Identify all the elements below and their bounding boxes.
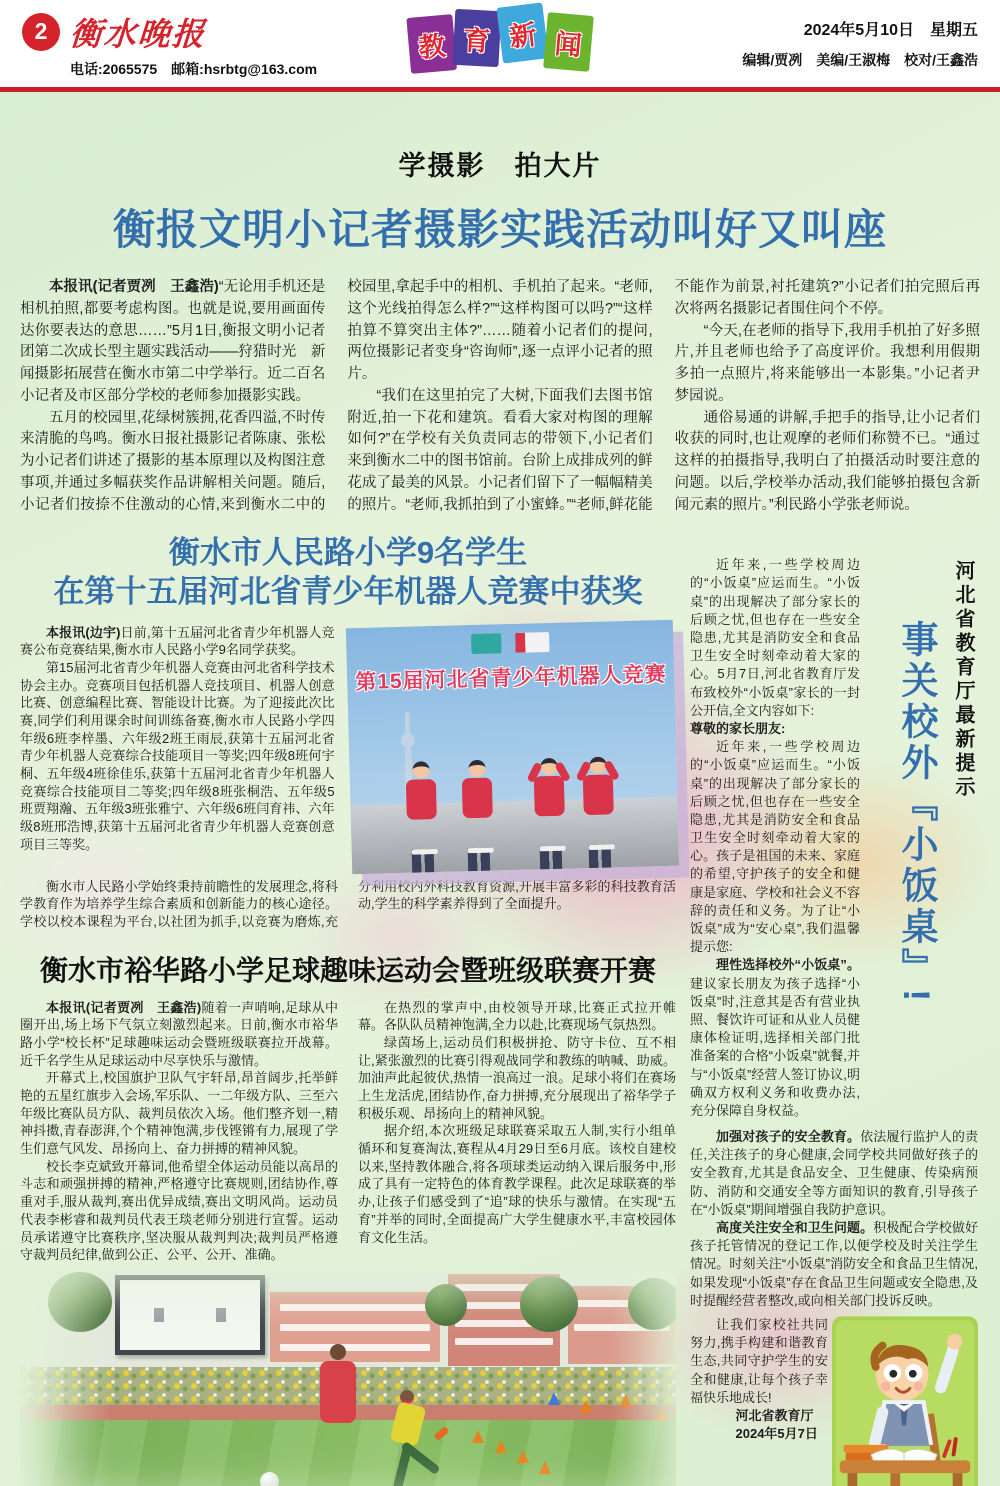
logo-tile-jiao: 教: [406, 14, 457, 74]
sidebar-salutation: 尊敬的家长朋友:: [690, 720, 786, 736]
article2-paragraph: 衡水市人民路小学始终秉持前瞻性的发展理念,将科学教育作为培养学生综合素质和创新能力的核心途径。学校以校本课程为平台,以社团为抓手,以竞赛为磨炼,充分利用校内外科技教育资源,开展丰富多彩的科技教育活动,学生的科学素养得到了全面提升。: [20, 878, 676, 930]
article3-body: [20, 999, 676, 1264]
soccer-ball: [260, 1472, 279, 1486]
sidebar-closing: [690, 1316, 828, 1486]
tip-lead: 高度关注安全和卫生问题。: [716, 1220, 874, 1235]
article2-headline: [20, 534, 676, 612]
page-number-badge: 2: [22, 13, 60, 51]
byline-lead: 本报讯(记者贾冽 王鑫浩): [46, 999, 202, 1015]
article2-headline-line2: 在第十五届河北省青少年机器人竞赛中获奖: [53, 574, 643, 609]
article2-body: [20, 624, 335, 854]
sidebar-title-kicker: 河北省教育厅最新提示: [952, 560, 974, 801]
coach-figure: [316, 1344, 360, 1486]
sidebar-paragraph: [690, 1128, 978, 1219]
sidebar-text-column: [690, 556, 860, 1120]
sidebar-paragraph: 近年来,一些学校周边的“小饭桌”应运而生。“小饭桌”的出现解决了部分家长的后顾之忧,但也存在一些安全隐患,尤其是消防安全和食品卫生安全时刻牵动着大家的心。孩子是祖国的未来、家庭的希望,守护孩子的安全和健康是家庭、学校和社会义不容辞的责任和义务。为了让“小饭桌”成为“安心桌”,我们温馨提示您:: [690, 739, 860, 955]
boy-illustration: [832, 1316, 978, 1486]
logo-tile-xin: 新: [496, 2, 548, 63]
sidebar-paragraph: 近年来,一些学校周边的“小饭桌”应运而生。“小饭桌”的出现解决了部分家长的后顾之忧,但也存在一些安全隐患,尤其是消防安全和食品卫生安全时刻牵动着大家的心。5月7日,河北省教育厅发布致校外“小饭桌”家长的一封公开信,全文内容如下:: [690, 557, 860, 718]
article3-paragraph: 在热烈的掌声中,由校领导开球,比赛正式拉开帷幕。各队队员精神饱满,全力以赴,比赛现场气氛热烈。: [358, 999, 676, 1033]
paragraph-text: 积极配合学校做好孩子托管情况的登记工作,以便学校及时关注学生情况。时刻关注“小饭桌”消防安全和食品卫生情况,如果发现“小饭桌”存在食品卫生问题或安全隐患,及时提醒经营者整改,或向相关部门投诉反映。: [690, 1220, 978, 1308]
education-news-logo: [408, 8, 592, 64]
tree: [48, 1272, 112, 1332]
training-cone: [620, 1394, 632, 1407]
article1-kicker: 学摄影 拍大片: [398, 151, 602, 181]
training-cone: [517, 1450, 529, 1463]
staff-line: 编辑/贾冽 美编/王淑梅 校对/王鑫浩: [742, 52, 978, 68]
robot-competition-photo: [349, 624, 676, 870]
tree: [628, 1278, 676, 1330]
sidebar-title-main: 事关校外『小饭桌』!: [896, 620, 937, 1006]
football-field-photo: [20, 1272, 676, 1486]
sponsor-logo-icon: [514, 632, 549, 653]
byline-lead: 本报讯(记者贾冽 王鑫浩): [49, 279, 219, 295]
page-header: [0, 0, 1000, 92]
date-line: 2024年5月10日 星期五: [803, 22, 978, 39]
article2-headline-line1: 衡水市人民路小学9名学生: [168, 535, 528, 571]
sidebar-paragraph: [690, 1219, 978, 1310]
training-cone: [656, 1408, 668, 1421]
contact-line: 电话:2065575 邮箱:hsrbtg@163.com: [70, 60, 318, 77]
student-figure: [578, 756, 618, 851]
article1-headline: 衡报文明小记者摄影实践活动叫好又叫座: [112, 206, 887, 253]
article3-paragraph: 开幕式上,校国旗护卫队气宇轩昂,昂首阔步,托举鲜艳的五星红旗步入会场,军乐队、一二年级方队、三至六年级比赛队员方队、裁判员依次入场。他们整齐划一,精神抖擞,青春澎湃,个个精神饱满,步伐铿锵有力,展现了学生们意气风发、昂扬向上、奋力拼搏的精神风貌。: [20, 1070, 338, 1157]
article3-paragraph: 绿茵场上,运动员们积极拼抢、防守卡位、互不相让,紧张激烈的比赛引得观战同学和教练的呐喊、助威。加油声此起彼伏,热情一浪高过一浪。足球小将们在赛场上生龙活虎,团结协作,奋力拼搏,充分展现出了裕华学子积极乐观、昂扬向上的精神风貌。: [358, 1035, 676, 1121]
article3-paragraph: 据介绍,本次班级足球联赛采取五人制,实行小组单循环和复赛淘汰,赛程从4月29日至6月底。该校自建校以来,坚持教体融合,将各项球类运动纳入课后服务中,形成了具有一定特色的体育教学课程。此次足球联赛的举办,让孩子们感受到了“追”球的快乐与激情。在实现“五育”并举的同时,全面提高广大学生健康水平,丰富校园体育文化生活。: [358, 1123, 676, 1245]
tree: [425, 1284, 467, 1326]
issue-info: [742, 17, 978, 70]
photo-ground: [350, 797, 679, 874]
article1-paragraph: 通俗易通的讲解,手把手的指导,让小记者们收获的同时,也让观摩的老师们称赞不已。“通过这样的拍摄指导,我明白了拍摄活动时要注意的问题。以后,学校举办活动,我们能够拍摄包含新闻元素的照片。”利民路小学张老师说。: [674, 409, 980, 513]
paragraph-text: “无论用手机还是相机拍照,都要考虑构图。也就是说,要用画面传达你要表达的意思……”5月1日,衡报文明小记者团第二次成长型主题实践活动——狩猎时光 新闻摄影拓展营在衡水市第二中学举行。近二百名小记者及市区部分学校的老师参加摄影实践。: [20, 279, 326, 404]
article1-paragraph: “我们在这里拍完了大树,下面我们去图书馆附近,拍一下花和建筑。看看大家对构图的理解如何?”在学校有关负责同志的带领下,小记者们来到衡水二中的图书馆前。台阶上成排成列的鲜花成了最美的风景。小记者们留下了一幅幅精美的照片。“老师,我抓拍到了小蜜蜂。”“老师,鲜花能不能作为前景,衬托建筑?”小记者们拍完照后再次将两名摄影记者围住问个不停。: [347, 279, 980, 513]
photo-banner-text: 第15届河北省青少年机器人竞赛: [354, 662, 667, 694]
article2-paragraph: 第15届河北省青少年机器人竞赛由河北省科学技术协会主办。竞赛项目包括机器人竞技项目、机器人创意比赛、创意编程比赛、智能设计比赛。为了迎接此次比赛,同学们利用课余时间训练备赛,衡水市人民路小学四年级6班李梓墨、六年级2班王雨辰,获第十五届河北省青少年机器人竞赛综合技能项目一等奖;四年级8班何宇桐、五年级4班徐佳乐,获第十五届河北省青少年机器人竞赛综合技能项目二等奖;四年级8班张桐浩、五年级5班贾翔瀚、五年级3班张雅宁、六年级6班闫育祎、六年级8班邢浩博,获第十五届河北省青少年机器人竞赛创意项目三等奖。: [20, 660, 335, 852]
article1-body: [20, 277, 980, 516]
paragraph-text: 依法履行监护人的责任,关注孩子的身心健康,会同学校共同做好孩子的安全教育,尤其是食品安全、卫生健康、传染病预防、消防和交通安全等方面知识的教育,引导孩子在“小饭桌”期间增强自我防护意识。: [690, 1129, 978, 1217]
byline-lead: 本报讯(边宇): [46, 624, 121, 640]
tip-lead: 理性选择校外“小饭桌”。: [716, 957, 860, 973]
masthead-block: [22, 9, 317, 79]
logo-tile-yu: 育: [452, 9, 501, 67]
article1-paragraph: 五月的校园里,花绿树簇拥,花香四溢,不时传来清脆的鸟鸣。衡水日报社摄影记者陈康、张松为小记者们讲述了摄影的基本原理以及构图注意事项,并通过多幅获奖作品讲解相关问题。随后,小记者们按捺不住激动的心情,来到衡水二中的校园里,拿起手中的相机、手机拍了起来。“老师,这个光线拍得怎么样?”“这样构图可以吗?”“这样拍算不算突出主体?”……随着小记者们的提问,两位摄影记者变身“咨询师”,逐一点评小记者的照片。: [20, 279, 653, 513]
competition-logo-icon: [470, 633, 501, 654]
sidebar-vertical-titles: [868, 556, 978, 1120]
training-cone: [472, 1430, 484, 1443]
player-figure: [382, 1390, 452, 1486]
training-cone: [580, 1400, 592, 1413]
sidebar-wide-column: [690, 1128, 978, 1310]
sidebar-article: [690, 530, 978, 1486]
training-cone: [495, 1440, 507, 1453]
training-cone: [539, 1461, 551, 1474]
led-screen: [115, 1275, 265, 1355]
signoff-date: 2024年5月7日: [735, 1426, 818, 1442]
ac-unit: [154, 1308, 164, 1322]
paragraph-text: 日前,第十五届河北省青少年机器人竞赛公布竞赛结果,衡水市人民路小学9名同学获奖。: [20, 624, 335, 658]
student-figure: [457, 759, 497, 854]
paragraph-text: 随着一声哨响,足球从中圈开出,场上场下气氛立刻激烈起来。日前,衡水市裕华路小学“校长杯”足球趣味运动会暨班级联赛拉开战幕。近千名学生从足球运动中尽享快乐与激情。: [20, 999, 338, 1068]
signoff-org: 河北省教育厅: [735, 1407, 814, 1423]
article3-headline: 衡水市裕华路小学足球趣味运动会暨班级联赛开赛: [39, 954, 656, 986]
article1-paragraph: [20, 277, 325, 408]
student-figure: [401, 760, 441, 855]
logo-tile-wen: 闻: [543, 12, 594, 72]
ac-unit: [216, 1308, 226, 1322]
article2-paragraph: [20, 624, 335, 659]
masthead: 衡水晚报: [68, 14, 208, 53]
student-figure: [529, 757, 569, 852]
training-cone-blue: [548, 1392, 560, 1405]
sidebar-paragraph: 让我们家校社共同努力,携手构建和谐教育生态,共同守护学生的安全和健康,让每个孩子幸福快乐地成长!: [690, 1316, 828, 1405]
article1-paragraph: “今天,在老师的指导下,我用手机拍了好多照片,并且老师也给予了高度评价。我想利用假期多拍一点照片,将来能够出一本影集。”小记者尹梦园说。: [674, 322, 980, 404]
sidebar-paragraph: [690, 956, 860, 1120]
paragraph-text: 建议家长朋友为孩子选择“小饭桌”时,注意其是否有营业执照、餐饮许可证和从业人员健康体检证明,选择相关部门批准备案的合格“小饭桌”就餐,并与“小饭桌”经营人签订协议,明确双方权利义务和收费办法,充分保障自身权益。: [690, 975, 860, 1118]
tree: [520, 1276, 578, 1332]
article3-paragraph: 校长李克斌致开幕词,他希望全体运动员能以高昂的斗志和顽强拼搏的精神,严格遵守比赛规则,团结协作,尊重对手,服从裁判,赛出优异成绩,赛出文明风尚。运动员代表李彬睿和裁判员代表王琰老师分别进行宣誓。运动员承诺遵守比赛秩序,坚决服从裁判判决;裁判员严格遵守裁判员纪律,做到公正、公平、公开、准确。: [20, 1158, 338, 1263]
backdrop-logos: [470, 632, 548, 654]
article2-continuation: [20, 878, 676, 931]
tip-lead: 加强对孩子的安全教育。: [716, 1129, 861, 1145]
article3-paragraph: [20, 999, 338, 1070]
